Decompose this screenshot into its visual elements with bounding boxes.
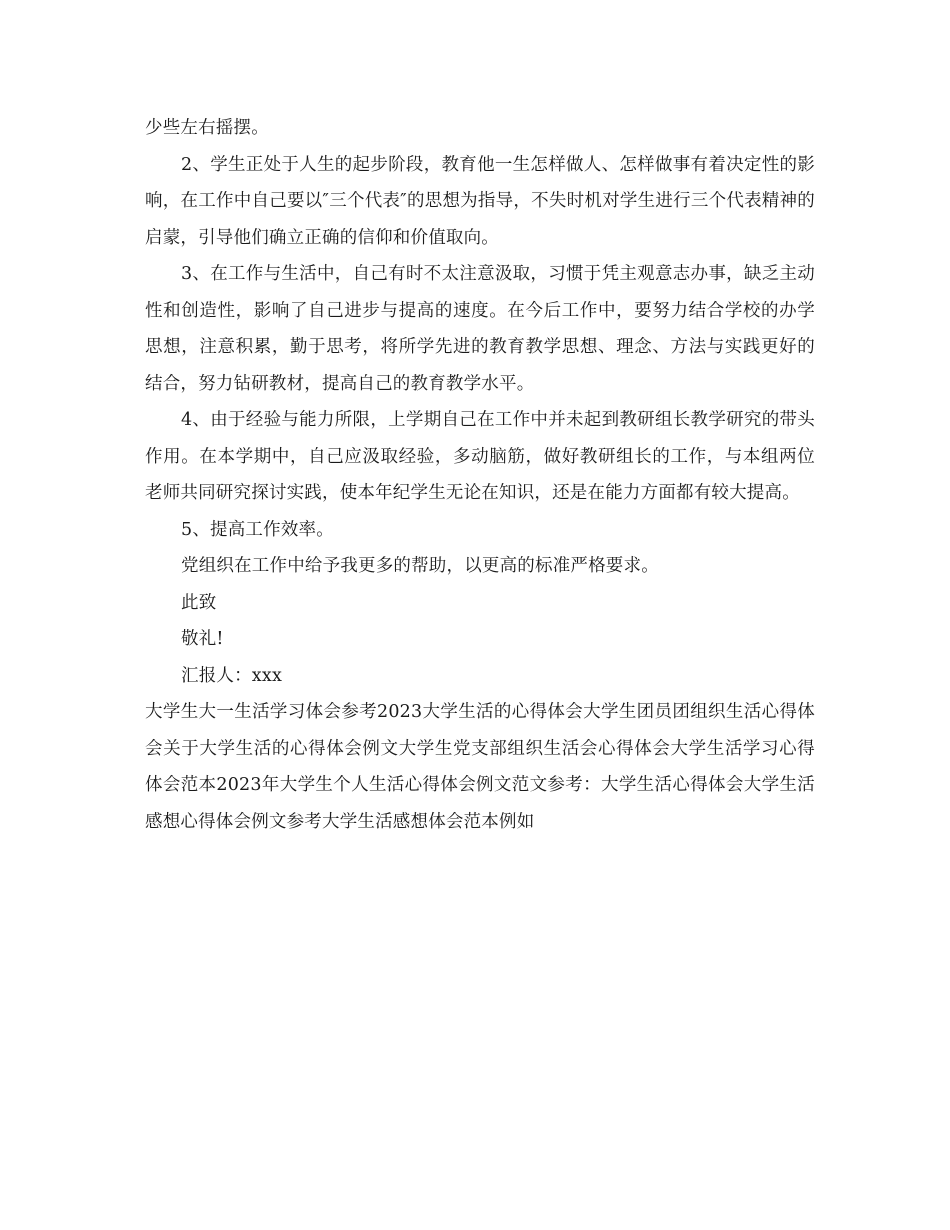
document-body xyxy=(145,110,815,840)
closing-salutation: 此致 xyxy=(181,592,217,613)
paragraph-item-5: 5、提高工作效率。 xyxy=(181,519,334,540)
paragraph-item-3: 3、在工作与生活中，自己有时不太注意汲取，习惯于凭主观意志办事，缺乏主动性和创造性，影响了自己进步与提高的速度。在今后工作中，要努力结合学校的办学思想，注意积累，勤于思考，将所学先进的教育教学思想、理念、方法与实践更好的结合，努力钻研教材，提高自己的教育教学水平。 xyxy=(145,264,815,394)
closing-regards: 敬礼! xyxy=(181,629,224,649)
paragraph-continuation: 少些左右摇摆。 xyxy=(145,118,269,138)
paragraph-party-request: 党组织在工作中给予我更多的帮助，以更高的标准严格要求。 xyxy=(181,556,659,576)
related-articles-text: 大学生大一生活学习体会参考2023大学生活的心得体会大学生团员团组织生活心得体会关于大学生活的心得体会例文大学生党支部组织生活会心得体会大学生活学习心得体会范本2023年大学生个人生活心得体会例文范文参考：大学生活心得体会大学生活感想心得体会例文参考大学生活感想体会范本例如 xyxy=(145,702,815,832)
reporter-signature: 汇报人：xxx xyxy=(181,665,283,686)
paragraph-item-2: 2、学生正处于人生的起步阶段，教育他一生怎样做人、怎样做事有着决定性的影响，在工作中自己要以″三个代表″的思想为指导，不失时机对学生进行三个代表精神的启蒙，引导他们确立正确的信仰和价值取向。 xyxy=(145,154,815,248)
paragraph-item-4: 4、由于经验与能力所限，上学期自己在工作中并未起到教研组长教学研究的带头作用。在本学期中，自己应汲取经验，多动脑筋，做好教研组长的工作，与本组两位老师共同研究探讨实践，使本年纪学生无论在知识，还是在能力方面都有较大提高。 xyxy=(145,410,815,503)
